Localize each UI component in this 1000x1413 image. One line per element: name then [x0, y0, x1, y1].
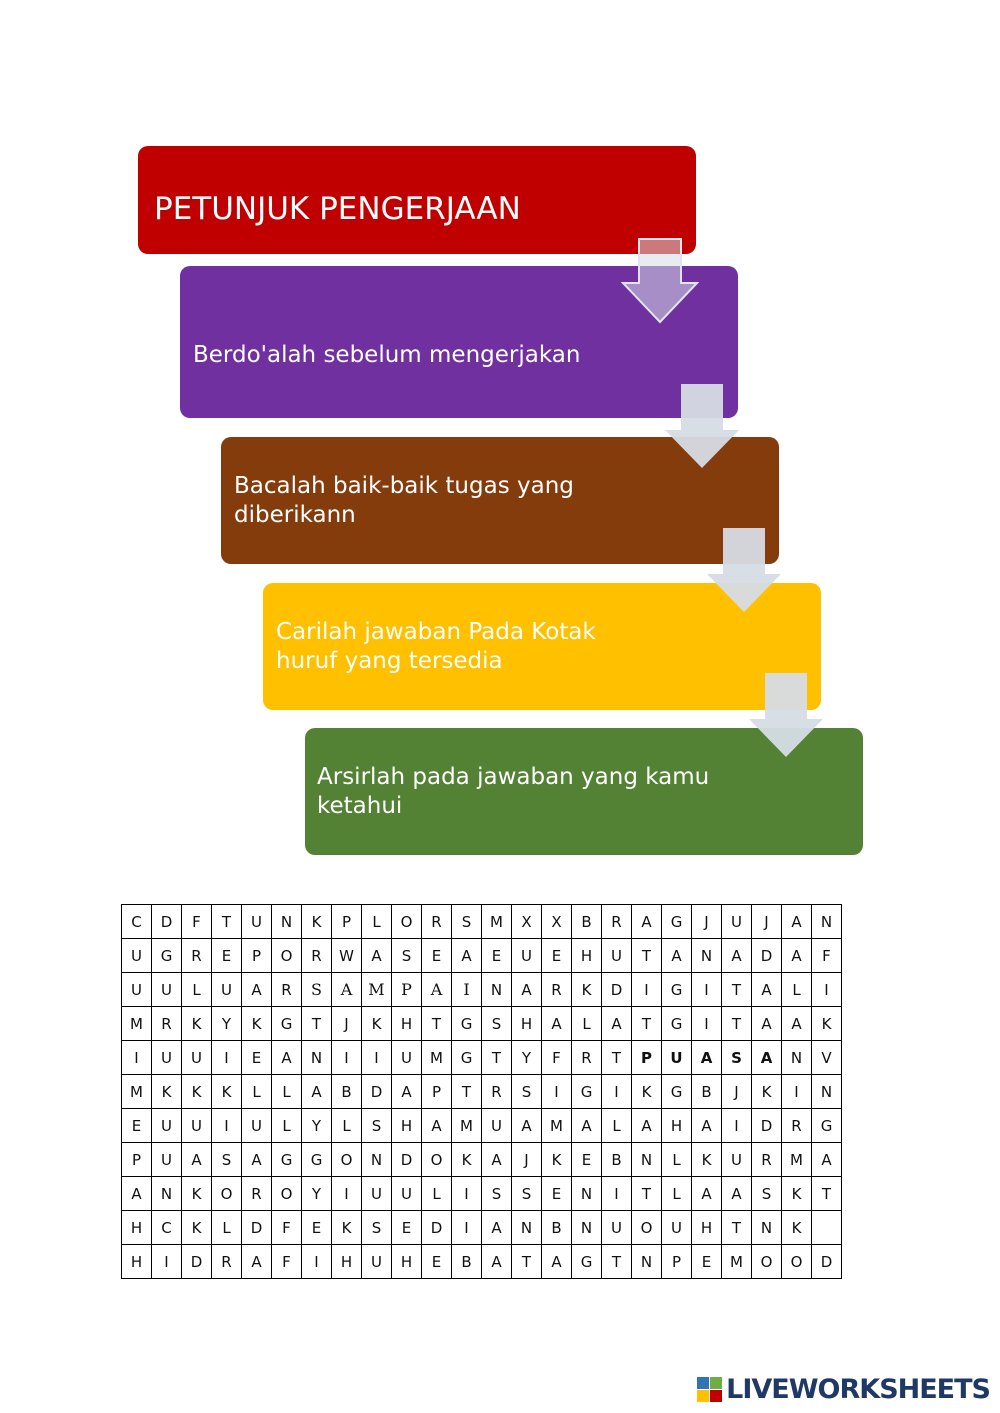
grid-cell[interactable]: B: [572, 905, 602, 939]
grid-cell[interactable]: R: [752, 1143, 782, 1177]
grid-cell[interactable]: E: [692, 1245, 722, 1279]
grid-cell[interactable]: K: [332, 1211, 362, 1245]
grid-cell[interactable]: A: [752, 1041, 782, 1075]
grid-cell[interactable]: G: [662, 905, 692, 939]
grid-cell[interactable]: T: [812, 1177, 842, 1211]
step-title: [138, 146, 696, 254]
grid-cell[interactable]: G: [572, 1075, 602, 1109]
grid-cell[interactable]: U: [242, 1109, 272, 1143]
grid-cell[interactable]: U: [182, 1041, 212, 1075]
grid-cell[interactable]: I: [212, 1109, 242, 1143]
grid-cell[interactable]: E: [392, 1211, 422, 1245]
grid-cell[interactable]: H: [122, 1245, 152, 1279]
grid-cell[interactable]: H: [392, 1245, 422, 1279]
grid-cell[interactable]: B: [452, 1245, 482, 1279]
grid-cell[interactable]: D: [242, 1211, 272, 1245]
grid-cell[interactable]: S: [512, 1177, 542, 1211]
grid-cell[interactable]: R: [602, 905, 632, 939]
grid-cell[interactable]: R: [542, 973, 572, 1007]
grid-cell[interactable]: L: [332, 1109, 362, 1143]
grid-cell[interactable]: I: [212, 1041, 242, 1075]
grid-row: [122, 1041, 842, 1075]
grid-cell[interactable]: A: [512, 1109, 542, 1143]
grid-cell[interactable]: I: [302, 1245, 332, 1279]
grid-cell[interactable]: N: [752, 1211, 782, 1245]
grid-cell[interactable]: G: [152, 939, 182, 973]
grid-row: [122, 1245, 842, 1279]
grid-cell[interactable]: O: [632, 1211, 662, 1245]
grid-cell[interactable]: K: [542, 1143, 572, 1177]
grid-cell[interactable]: K: [182, 1075, 212, 1109]
grid-cell[interactable]: S: [302, 973, 332, 1007]
grid-cell[interactable]: S: [362, 1211, 392, 1245]
grid-cell[interactable]: E: [542, 1177, 572, 1211]
grid-cell[interactable]: N: [812, 905, 842, 939]
grid-cell[interactable]: U: [392, 1041, 422, 1075]
grid-cell[interactable]: T: [302, 1007, 332, 1041]
grid-cell[interactable]: M: [122, 1007, 152, 1041]
grid-cell[interactable]: D: [602, 973, 632, 1007]
grid-cell[interactable]: A: [722, 1177, 752, 1211]
grid-cell[interactable]: P: [392, 973, 422, 1007]
grid-cell[interactable]: G: [662, 973, 692, 1007]
grid-cell[interactable]: E: [302, 1211, 332, 1245]
grid-cell[interactable]: M: [452, 1109, 482, 1143]
grid-cell[interactable]: J: [332, 1007, 362, 1041]
grid-cell[interactable]: J: [752, 905, 782, 939]
grid-cell[interactable]: H: [662, 1109, 692, 1143]
grid-cell[interactable]: S: [212, 1143, 242, 1177]
grid-cell[interactable]: D: [152, 905, 182, 939]
grid-cell[interactable]: U: [212, 973, 242, 1007]
grid-cell[interactable]: R: [152, 1007, 182, 1041]
grid-cell[interactable]: D: [392, 1143, 422, 1177]
grid-cell[interactable]: G: [302, 1143, 332, 1177]
grid-cell[interactable]: D: [362, 1075, 392, 1109]
grid-cell[interactable]: A: [632, 1109, 662, 1143]
grid-cell[interactable]: A: [752, 973, 782, 1007]
grid-row: [122, 973, 842, 1007]
grid-cell[interactable]: I: [452, 1211, 482, 1245]
grid-cell[interactable]: A: [692, 1177, 722, 1211]
grid-cell[interactable]: N: [272, 905, 302, 939]
grid-cell[interactable]: P: [122, 1143, 152, 1177]
grid-cell[interactable]: P: [332, 905, 362, 939]
grid-cell[interactable]: T: [722, 1007, 752, 1041]
grid-cell[interactable]: U: [722, 905, 752, 939]
grid-cell[interactable]: A: [272, 1041, 302, 1075]
grid-cell[interactable]: G: [662, 1075, 692, 1109]
grid-cell[interactable]: T: [602, 1041, 632, 1075]
grid-cell[interactable]: U: [482, 1109, 512, 1143]
grid-cell[interactable]: L: [242, 1075, 272, 1109]
grid-cell[interactable]: I: [332, 1041, 362, 1075]
grid-cell[interactable]: U: [152, 1041, 182, 1075]
grid-cell[interactable]: S: [512, 1075, 542, 1109]
grid-cell[interactable]: K: [812, 1007, 842, 1041]
grid-cell[interactable]: U: [512, 939, 542, 973]
grid-cell[interactable]: I: [692, 1007, 722, 1041]
down-arrow-icon: [621, 238, 699, 324]
grid-cell[interactable]: I: [722, 1109, 752, 1143]
grid-cell[interactable]: T: [212, 905, 242, 939]
step-title-text: PETUNJUK PENGERJAAN: [154, 191, 521, 227]
brand-logo: [697, 1374, 990, 1405]
grid-cell[interactable]: I: [332, 1177, 362, 1211]
grid-cell[interactable]: S: [722, 1041, 752, 1075]
grid-cell[interactable]: K: [212, 1075, 242, 1109]
grid-cell[interactable]: S: [752, 1177, 782, 1211]
grid-cell[interactable]: U: [362, 1177, 392, 1211]
grid-cell[interactable]: B: [602, 1143, 632, 1177]
grid-cell[interactable]: N: [302, 1041, 332, 1075]
grid-cell[interactable]: I: [362, 1041, 392, 1075]
grid-cell[interactable]: I: [782, 1075, 812, 1109]
grid-cell[interactable]: A: [422, 973, 452, 1007]
grid-row: [122, 1177, 842, 1211]
grid-cell[interactable]: O: [752, 1245, 782, 1279]
grid-cell[interactable]: F: [272, 1211, 302, 1245]
grid-cell[interactable]: A: [242, 1143, 272, 1177]
grid-cell[interactable]: I: [632, 973, 662, 1007]
grid-cell[interactable]: U: [122, 939, 152, 973]
grid-cell[interactable]: H: [122, 1211, 152, 1245]
grid-cell[interactable]: K: [782, 1177, 812, 1211]
grid-cell[interactable]: T: [632, 1007, 662, 1041]
grid-cell[interactable]: C: [152, 1211, 182, 1245]
grid-cell[interactable]: Y: [302, 1177, 332, 1211]
grid-cell[interactable]: O: [782, 1245, 812, 1279]
grid-cell[interactable]: K: [572, 973, 602, 1007]
grid-cell[interactable]: R: [482, 1075, 512, 1109]
grid-cell[interactable]: T: [632, 1177, 662, 1211]
grid-cell[interactable]: K: [692, 1143, 722, 1177]
grid-cell[interactable]: A: [332, 973, 362, 1007]
grid-cell[interactable]: S: [452, 905, 482, 939]
grid-row: [122, 905, 842, 939]
grid-cell[interactable]: H: [692, 1211, 722, 1245]
grid-cell[interactable]: I: [452, 1177, 482, 1211]
grid-cell[interactable]: A: [482, 1245, 512, 1279]
grid-cell[interactable]: K: [452, 1143, 482, 1177]
grid-cell[interactable]: A: [602, 1007, 632, 1041]
grid-cell[interactable]: A: [782, 1007, 812, 1041]
grid-cell[interactable]: U: [662, 1041, 692, 1075]
grid-cell[interactable]: L: [182, 973, 212, 1007]
grid-cell[interactable]: L: [572, 1007, 602, 1041]
grid-cell[interactable]: N: [632, 1245, 662, 1279]
grid-cell[interactable]: B: [542, 1211, 572, 1245]
grid-cell[interactable]: J: [692, 905, 722, 939]
grid-cell[interactable]: T: [422, 1007, 452, 1041]
grid-cell[interactable]: A: [572, 1109, 602, 1143]
grid-cell[interactable]: B: [332, 1075, 362, 1109]
grid-cell[interactable]: K: [362, 1007, 392, 1041]
grid-cell[interactable]: A: [542, 1007, 572, 1041]
grid-cell[interactable]: A: [722, 939, 752, 973]
grid-cell[interactable]: A: [392, 1075, 422, 1109]
grid-cell[interactable]: L: [272, 1109, 302, 1143]
grid-cell[interactable]: P: [662, 1245, 692, 1279]
grid-cell[interactable]: O: [392, 905, 422, 939]
step-read-text: Bacalah baik-baik tugas yang diberikann: [234, 472, 574, 528]
grid-cell[interactable]: G: [272, 1007, 302, 1041]
grid-cell[interactable]: A: [692, 1041, 722, 1075]
grid-cell[interactable]: Y: [302, 1109, 332, 1143]
grid-cell[interactable]: A: [752, 1007, 782, 1041]
grid-cell[interactable]: S: [482, 1007, 512, 1041]
grid-cell[interactable]: E: [212, 939, 242, 973]
grid-cell[interactable]: K: [632, 1075, 662, 1109]
grid-row: [122, 939, 842, 973]
grid-cell[interactable]: A: [782, 905, 812, 939]
grid-cell[interactable]: H: [392, 1109, 422, 1143]
grid-cell[interactable]: N: [782, 1041, 812, 1075]
grid-cell[interactable]: C: [122, 905, 152, 939]
grid-cell[interactable]: G: [572, 1245, 602, 1279]
grid-cell[interactable]: U: [602, 1211, 632, 1245]
grid-cell[interactable]: N: [632, 1143, 662, 1177]
grid-cell[interactable]: O: [212, 1177, 242, 1211]
grid-cell[interactable]: E: [422, 1245, 452, 1279]
step-pray-text: Berdo'alah sebelum mengerjakan: [193, 341, 581, 368]
grid-cell[interactable]: I: [692, 973, 722, 1007]
grid-cell[interactable]: K: [242, 1007, 272, 1041]
grid-cell[interactable]: A: [242, 973, 272, 1007]
grid-cell[interactable]: I: [812, 973, 842, 1007]
grid-cell[interactable]: T: [512, 1245, 542, 1279]
grid-cell[interactable]: R: [302, 939, 332, 973]
grid-cell[interactable]: J: [722, 1075, 752, 1109]
grid-cell[interactable]: U: [152, 973, 182, 1007]
grid-cell[interactable]: K: [152, 1075, 182, 1109]
grid-cell[interactable]: A: [542, 1245, 572, 1279]
grid-cell[interactable]: F: [272, 1245, 302, 1279]
grid-cell[interactable]: Y: [512, 1041, 542, 1075]
grid-cell[interactable]: N: [572, 1211, 602, 1245]
grid-cell[interactable]: U: [182, 1109, 212, 1143]
grid-cell[interactable]: U: [122, 973, 152, 1007]
grid-cell[interactable]: N: [692, 939, 722, 973]
grid-cell[interactable]: V: [812, 1041, 842, 1075]
grid-cell[interactable]: B: [692, 1075, 722, 1109]
grid-cell[interactable]: S: [392, 939, 422, 973]
grid-cell[interactable]: M: [362, 973, 392, 1007]
grid-cell[interactable]: M: [422, 1041, 452, 1075]
grid-cell[interactable]: N: [572, 1177, 602, 1211]
down-arrow-icon: [705, 528, 783, 614]
grid-cell[interactable]: Y: [212, 1007, 242, 1041]
liveworksheets-logo-icon: [697, 1377, 723, 1403]
grid-cell[interactable]: E: [572, 1143, 602, 1177]
grid-cell[interactable]: U: [242, 905, 272, 939]
grid-cell[interactable]: H: [512, 1007, 542, 1041]
grid-cell[interactable]: H: [332, 1245, 362, 1279]
grid-row: [122, 1007, 842, 1041]
step-find-text: Carilah jawaban Pada Kotak huruf yang tersedia: [276, 618, 596, 674]
grid-cell[interactable]: A: [812, 1143, 842, 1177]
grid-cell[interactable]: T: [722, 1211, 752, 1245]
grid-cell[interactable]: D: [812, 1245, 842, 1279]
grid-cell[interactable]: U: [362, 1245, 392, 1279]
grid-cell[interactable]: K: [182, 1007, 212, 1041]
grid-cell[interactable]: U: [152, 1143, 182, 1177]
grid-cell[interactable]: A: [662, 939, 692, 973]
grid-cell[interactable]: H: [392, 1007, 422, 1041]
grid-cell[interactable]: K: [302, 905, 332, 939]
grid-cell[interactable]: K: [752, 1075, 782, 1109]
grid-cell[interactable]: A: [302, 1075, 332, 1109]
grid-row: [122, 1211, 842, 1245]
grid-cell[interactable]: R: [572, 1041, 602, 1075]
grid-cell[interactable]: M: [542, 1109, 572, 1143]
grid-cell[interactable]: M: [482, 905, 512, 939]
grid-cell[interactable]: A: [482, 1143, 512, 1177]
grid-cell[interactable]: U: [722, 1143, 752, 1177]
grid-cell[interactable]: N: [482, 973, 512, 1007]
grid-cell[interactable]: A: [242, 1245, 272, 1279]
grid-cell[interactable]: T: [482, 1041, 512, 1075]
grid-cell[interactable]: O: [272, 1177, 302, 1211]
grid-cell[interactable]: T: [722, 973, 752, 1007]
grid-cell[interactable]: D: [752, 1109, 782, 1143]
grid-cell[interactable]: S: [482, 1177, 512, 1211]
grid-cell[interactable]: F: [182, 905, 212, 939]
grid-cell[interactable]: E: [482, 939, 512, 973]
grid-cell[interactable]: G: [452, 1041, 482, 1075]
grid-cell[interactable]: R: [272, 973, 302, 1007]
grid-cell[interactable]: R: [422, 905, 452, 939]
grid-cell[interactable]: I: [152, 1245, 182, 1279]
grid-cell[interactable]: N: [512, 1211, 542, 1245]
grid-cell[interactable]: E: [242, 1041, 272, 1075]
grid-cell[interactable]: K: [182, 1177, 212, 1211]
grid-cell[interactable]: P: [242, 939, 272, 973]
grid-cell[interactable]: N: [812, 1075, 842, 1109]
grid-cell[interactable]: U: [602, 939, 632, 973]
grid-cell[interactable]: E: [422, 939, 452, 973]
grid-cell[interactable]: M: [722, 1245, 752, 1279]
grid-cell[interactable]: M: [782, 1143, 812, 1177]
grid-cell[interactable]: H: [572, 939, 602, 973]
grid-cell[interactable]: A: [182, 1143, 212, 1177]
grid-cell[interactable]: U: [662, 1211, 692, 1245]
grid-cell[interactable]: L: [602, 1109, 632, 1143]
grid-cell[interactable]: M: [122, 1075, 152, 1109]
grid-cell[interactable]: U: [392, 1177, 422, 1211]
grid-cell[interactable]: W: [332, 939, 362, 973]
grid-cell[interactable]: R: [182, 939, 212, 973]
grid-cell[interactable]: I: [542, 1075, 572, 1109]
grid-cell[interactable]: G: [272, 1143, 302, 1177]
grid-cell[interactable]: A: [452, 939, 482, 973]
grid-cell[interactable]: A: [512, 973, 542, 1007]
grid-cell[interactable]: L: [782, 973, 812, 1007]
grid-cell[interactable]: J: [512, 1143, 542, 1177]
grid-cell[interactable]: L: [422, 1177, 452, 1211]
grid-cell[interactable]: T: [452, 1075, 482, 1109]
grid-cell[interactable]: P: [422, 1075, 452, 1109]
brand-name: LIVEWORKSHEETS: [726, 1374, 990, 1405]
grid-cell[interactable]: D: [182, 1245, 212, 1279]
grid-cell[interactable]: L: [662, 1143, 692, 1177]
grid-cell[interactable]: I: [452, 973, 482, 1007]
grid-cell[interactable]: I: [602, 1177, 632, 1211]
grid-cell[interactable]: S: [362, 1109, 392, 1143]
grid-cell[interactable]: L: [272, 1075, 302, 1109]
grid-cell[interactable]: E: [542, 939, 572, 973]
grid-row: [122, 1143, 842, 1177]
grid-cell[interactable]: A: [632, 905, 662, 939]
grid-cell[interactable]: O: [272, 939, 302, 973]
grid-cell[interactable]: A: [482, 1211, 512, 1245]
grid-cell[interactable]: I: [602, 1075, 632, 1109]
grid-cell[interactable]: T: [632, 939, 662, 973]
grid-cell[interactable]: O: [422, 1143, 452, 1177]
grid-cell[interactable]: G: [812, 1109, 842, 1143]
grid-cell[interactable]: K: [182, 1211, 212, 1245]
down-arrow-icon: [663, 384, 741, 470]
word-search-grid: [121, 904, 842, 1279]
grid-cell[interactable]: G: [662, 1007, 692, 1041]
grid-cell[interactable]: F: [542, 1041, 572, 1075]
grid-cell[interactable]: [812, 1211, 842, 1245]
grid-cell[interactable]: G: [452, 1007, 482, 1041]
grid-cell[interactable]: I: [122, 1041, 152, 1075]
grid-cell[interactable]: X: [512, 905, 542, 939]
grid-cell[interactable]: U: [152, 1109, 182, 1143]
grid-row: [122, 1109, 842, 1143]
grid-cell[interactable]: N: [362, 1143, 392, 1177]
grid-cell[interactable]: R: [242, 1177, 272, 1211]
grid-cell[interactable]: A: [692, 1109, 722, 1143]
grid-cell[interactable]: X: [542, 905, 572, 939]
grid-cell[interactable]: A: [422, 1109, 452, 1143]
grid-row: [122, 1075, 842, 1109]
grid-cell[interactable]: R: [782, 1109, 812, 1143]
grid-cell[interactable]: L: [212, 1211, 242, 1245]
grid-cell[interactable]: T: [602, 1245, 632, 1279]
grid-cell[interactable]: E: [122, 1109, 152, 1143]
grid-cell[interactable]: L: [362, 905, 392, 939]
grid-cell[interactable]: A: [362, 939, 392, 973]
grid-cell[interactable]: P: [632, 1041, 662, 1075]
grid-cell[interactable]: D: [422, 1211, 452, 1245]
grid-cell[interactable]: O: [332, 1143, 362, 1177]
grid-cell[interactable]: A: [782, 939, 812, 973]
step-shade-text: Arsirlah pada jawaban yang kamu ketahui: [317, 763, 710, 819]
grid-cell[interactable]: N: [152, 1177, 182, 1211]
grid-cell[interactable]: K: [782, 1211, 812, 1245]
down-arrow-icon: [747, 673, 825, 759]
grid-cell[interactable]: R: [212, 1245, 242, 1279]
grid-cell[interactable]: A: [122, 1177, 152, 1211]
grid-cell[interactable]: L: [662, 1177, 692, 1211]
grid-cell[interactable]: D: [752, 939, 782, 973]
grid-cell[interactable]: F: [812, 939, 842, 973]
